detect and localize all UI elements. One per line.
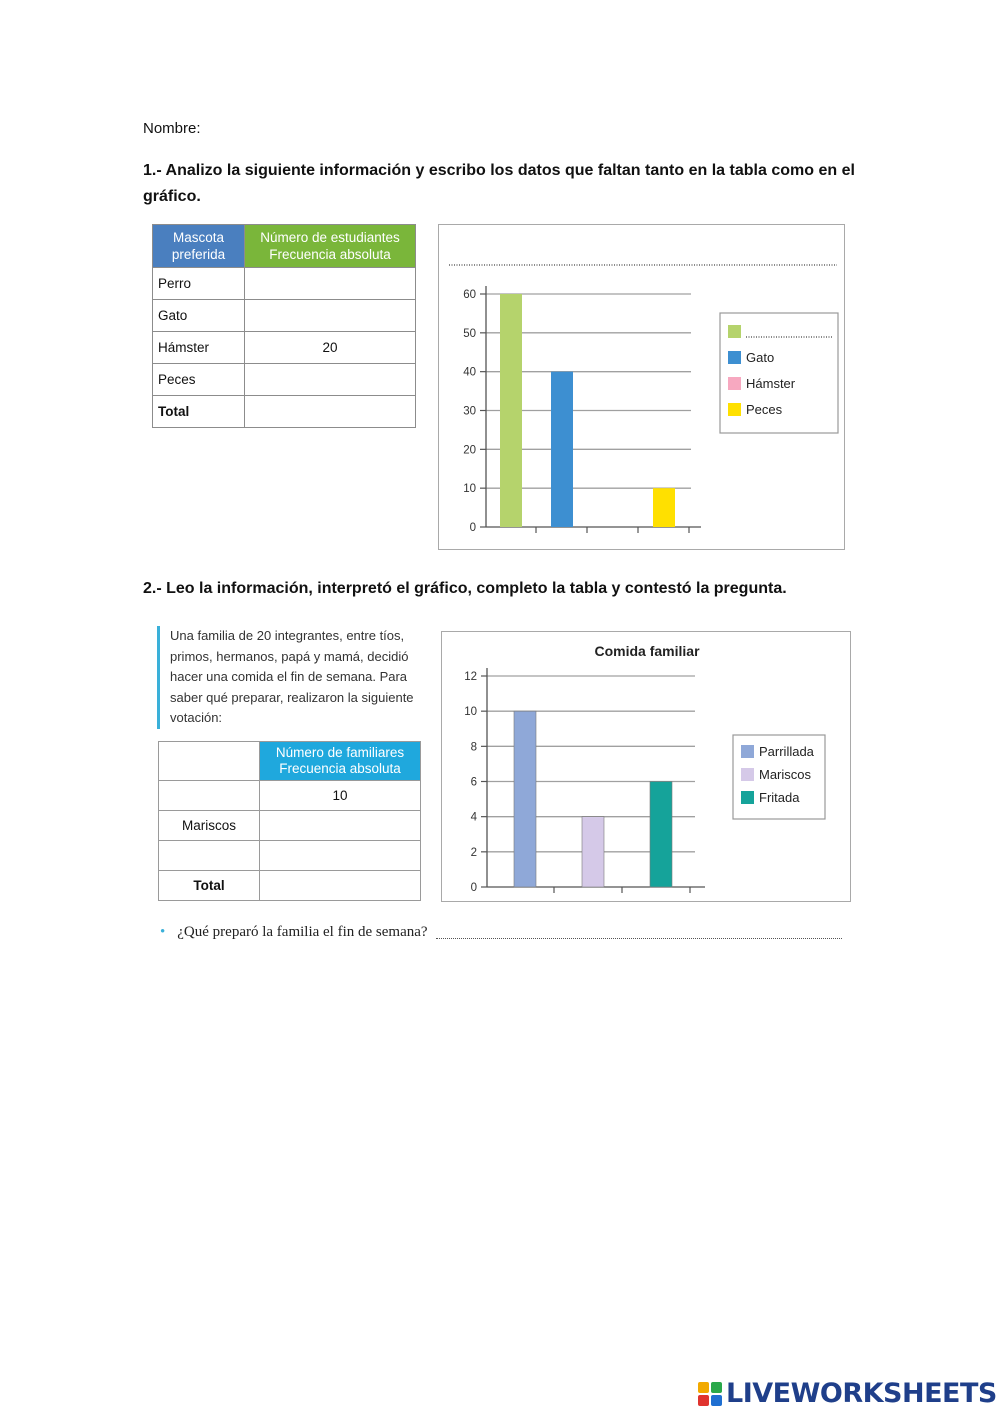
bar bbox=[500, 294, 522, 527]
food-chart bbox=[441, 631, 851, 902]
answer-cell[interactable] bbox=[260, 811, 421, 841]
table-row bbox=[153, 396, 416, 428]
legend-swatch bbox=[728, 351, 741, 364]
question-1-text: 1.- Analizo la siguiente información y escribo los datos que faltan tanto en la tabla como en el gráfico. bbox=[143, 162, 855, 205]
bullet-icon: • bbox=[160, 924, 166, 940]
header-frequency: Número de estudiantes Frecuencia absoluta bbox=[245, 225, 416, 268]
y-tick-label: 6 bbox=[470, 776, 477, 789]
answer-input-line[interactable] bbox=[436, 938, 842, 939]
chart-title: Comida familiar bbox=[594, 643, 700, 659]
answer-cell[interactable] bbox=[260, 871, 421, 901]
liveworksheets-logo bbox=[698, 1378, 997, 1409]
row-label: Gato bbox=[153, 300, 245, 332]
bar bbox=[582, 817, 604, 887]
nombre-label: Nombre: bbox=[143, 120, 201, 137]
legend-label: Hámster bbox=[746, 376, 796, 391]
question-2-text: 2.- Leo la información, interpretó el gráfico, completo la tabla y contestó la pregunta. bbox=[143, 580, 787, 597]
story-text: Una familia de 20 integrantes, entre tíos, primos, hermanos, papá y mamá, decidió hacer una comida el fin de semana. Para saber qué preparar, realizaron la siguiente votación: bbox=[157, 626, 440, 729]
bar bbox=[650, 782, 672, 888]
y-tick-label: 8 bbox=[470, 741, 477, 754]
value-cell: 10 bbox=[260, 781, 421, 811]
pets-chart bbox=[438, 224, 845, 550]
answer-cell[interactable] bbox=[260, 841, 421, 871]
row-label-total: Total bbox=[159, 871, 260, 901]
table-row bbox=[153, 268, 416, 300]
table-row bbox=[159, 811, 421, 841]
answer-cell[interactable] bbox=[245, 300, 416, 332]
table-row bbox=[159, 781, 421, 811]
pets-table bbox=[152, 224, 416, 428]
y-tick-label: 20 bbox=[463, 444, 476, 457]
table-row bbox=[159, 871, 421, 901]
row-label: Mariscos bbox=[159, 811, 260, 841]
table-row bbox=[153, 300, 416, 332]
y-tick-label: 60 bbox=[463, 289, 476, 301]
y-tick-label: 2 bbox=[470, 846, 477, 859]
final-question bbox=[160, 924, 428, 941]
header-frequency: Número de familiares Frecuencia absoluta bbox=[260, 742, 421, 781]
y-tick-label: 50 bbox=[463, 327, 476, 340]
value-cell: 20 bbox=[245, 332, 416, 364]
row-label: Peces bbox=[153, 364, 245, 396]
table-row bbox=[153, 332, 416, 364]
answer-cell[interactable] bbox=[245, 268, 416, 300]
legend-swatch bbox=[741, 768, 754, 781]
legend-swatch bbox=[728, 403, 741, 416]
row-label-total: Total bbox=[153, 396, 245, 428]
legend-label: Peces bbox=[746, 402, 783, 417]
logo-text: LIVEWORKSHEETS bbox=[726, 1378, 997, 1409]
food-chart-svg bbox=[442, 632, 849, 900]
bar bbox=[514, 711, 536, 887]
header-blank bbox=[159, 742, 260, 781]
y-tick-label: 0 bbox=[469, 522, 476, 534]
y-tick-label: 10 bbox=[464, 706, 477, 719]
y-tick-label: 10 bbox=[463, 483, 476, 496]
table-row bbox=[159, 841, 421, 871]
answer-cell[interactable] bbox=[245, 364, 416, 396]
table-row bbox=[153, 364, 416, 396]
legend-label: Parrillada bbox=[759, 744, 814, 759]
bar bbox=[551, 372, 573, 527]
legend-swatch bbox=[741, 791, 754, 804]
legend-label: Mariscos bbox=[759, 767, 812, 782]
logo-icon bbox=[698, 1382, 722, 1406]
y-tick-label: 30 bbox=[463, 405, 476, 418]
y-tick-label: 4 bbox=[470, 811, 477, 824]
y-tick-label: 12 bbox=[464, 671, 477, 683]
header-pet: Mascota preferida bbox=[153, 225, 245, 268]
legend-label: Gato bbox=[746, 350, 775, 365]
legend-swatch bbox=[741, 745, 754, 758]
legend-swatch bbox=[728, 377, 741, 390]
bar bbox=[653, 488, 675, 527]
row-label: Perro bbox=[153, 268, 245, 300]
final-question-text: ¿Qué preparó la familia el fin de semana? bbox=[177, 924, 428, 940]
food-table bbox=[158, 741, 421, 901]
legend-label: Fritada bbox=[759, 790, 800, 805]
row-label: Hámster bbox=[153, 332, 245, 364]
legend-swatch bbox=[728, 325, 741, 338]
answer-cell[interactable] bbox=[245, 396, 416, 428]
answer-cell[interactable] bbox=[159, 781, 260, 811]
pets-chart-svg bbox=[439, 225, 843, 548]
y-tick-label: 40 bbox=[463, 366, 476, 379]
y-tick-label: 0 bbox=[470, 882, 477, 894]
answer-cell[interactable] bbox=[159, 841, 260, 871]
